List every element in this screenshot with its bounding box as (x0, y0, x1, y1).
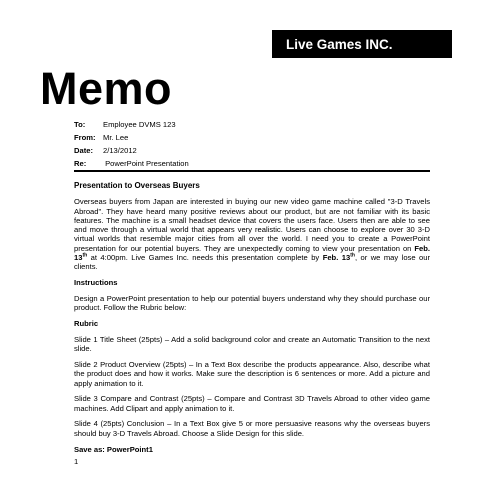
intro-text: Overseas buyers from Japan are interested in buying our new video game machine called "3-D Travels Abroad". They have heard many positive reviews about our product, but are not familiar with its basic features. The machine is a small headset device that covers the users face. Users then are able to see and move through a virtual world that appears very realistic. Users can choose to explore over 30 3-D virtual worlds that resemble major cities from all over the world. I need you to create a PowerPoint presentation for our potential buyers. They are unexpectedly coming to view your presentation on (74, 197, 430, 253)
field-re (74, 157, 189, 170)
company-name: Live Games INC. (286, 36, 393, 52)
section-heading: Presentation to Overseas Buyers (74, 181, 200, 190)
memo-title: Memo (40, 63, 173, 114)
intro-text: , or we may lose our clients. (74, 253, 431, 272)
field-to (74, 118, 189, 131)
field-label: Re: (74, 159, 87, 168)
field-from (74, 131, 189, 144)
field-value: PowerPoint Presentation (103, 159, 189, 168)
page-number: 1 (74, 457, 79, 466)
rubric-slide-4: Slide 4 (25pts) Conclusion – In a Text Box give 5 or more persuasive reasons why the overseas buyers should buy 3-D Travels Abroad. Choose a Slide Design for this slide. (74, 419, 430, 438)
memo-fields (74, 118, 189, 170)
rubric-slide-3: Slide 3 Compare and Contrast (25pts) – Compare and Contrast 3D Travels Abroad to other video game machines. Add Clipart and apply animation to it. (74, 394, 430, 413)
intro-paragraph (74, 197, 430, 271)
date-text: Feb. 13 (74, 243, 430, 263)
field-value: Employee DVMS 123 (103, 120, 176, 129)
field-value: Mr. Lee (103, 133, 129, 142)
date-suffix: th (82, 252, 88, 259)
field-label: From: (74, 133, 96, 142)
rubric-slide-1: Slide 1 Title Sheet (25pts) – Add a solid background color and create an Automatic Transition to the next slide. (74, 334, 430, 354)
date-suffix: th (350, 252, 355, 259)
instructions-heading: Instructions (74, 278, 118, 288)
rubric-slide-2: Slide 2 Product Overview (25pts) – In a Text Box describe the products appearance. Also, describe what the product does and how it works. Make sure the description is 6 sentences or more. Add a picture and apply animation to it. (74, 359, 430, 388)
field-label: To: (74, 120, 86, 129)
instructions-paragraph: Design a PowerPoint presentation to help our potential buyers understand why they should purchase our product. Follow the Rubric below: (74, 293, 430, 313)
field-value: 2/13/2012 (103, 146, 137, 155)
rubric-heading: Rubric (74, 319, 99, 329)
save-as-line: Save as: PowerPoint1 (74, 444, 153, 454)
company-banner (272, 30, 452, 58)
date-text: Feb. 13 (322, 253, 351, 263)
field-date (74, 144, 189, 157)
memo-body (74, 181, 430, 460)
intro-text: at 4:00pm. Live Games Inc. needs this presentation complete by (87, 253, 323, 263)
field-label: Date: (74, 146, 93, 155)
deadline-date (323, 253, 355, 262)
header-divider (74, 170, 430, 172)
